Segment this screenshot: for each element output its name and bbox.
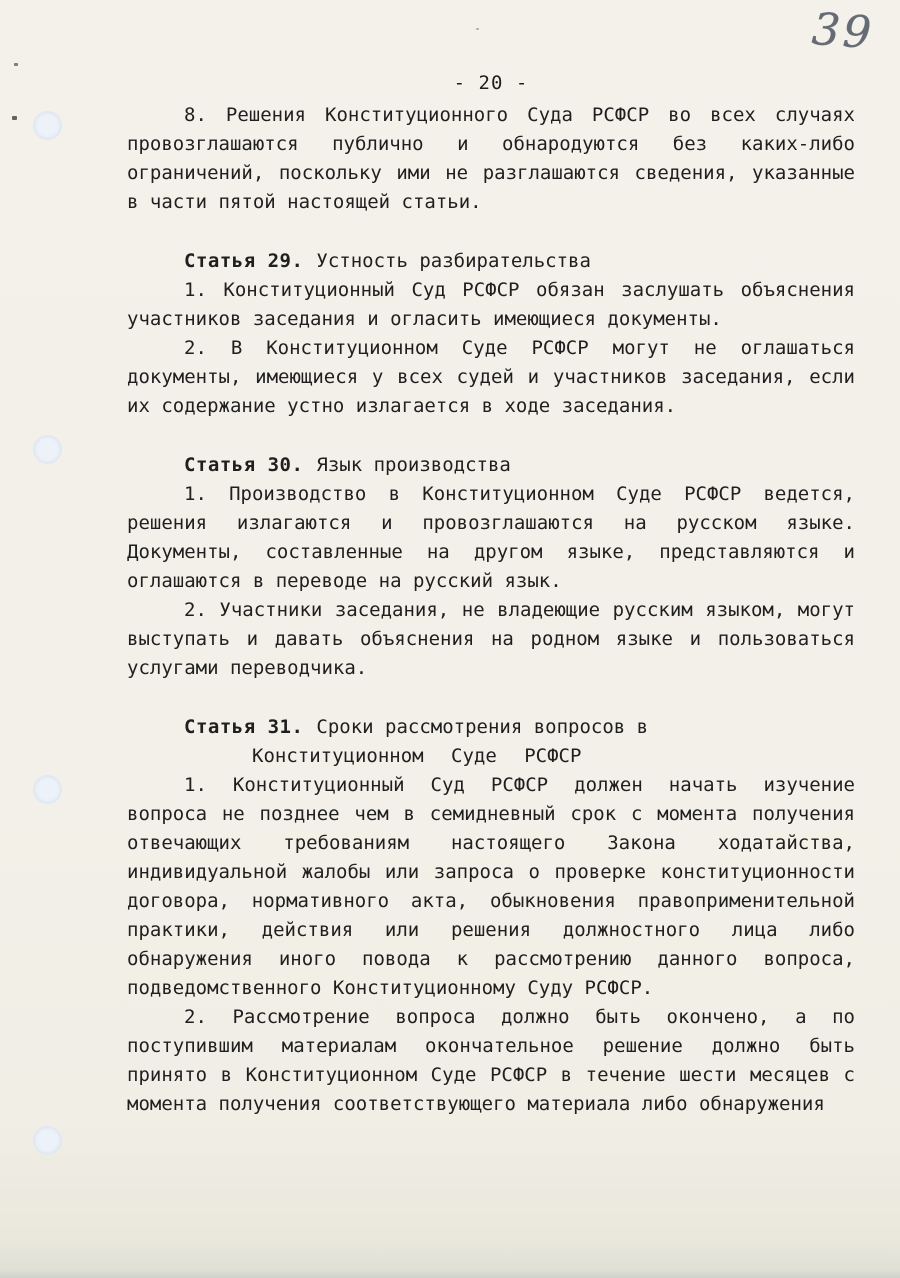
punch-hole xyxy=(33,1126,62,1155)
article-29-paragraph-2: 2. В Конституционном Суде РСФСР могут не оглашаться документы, имеющиеся у всех судей и участников заседания, если их содержание устно излагается в ходе заседания. xyxy=(127,337,855,417)
punch-hole xyxy=(33,111,62,140)
page-number: - 20 - xyxy=(453,72,529,94)
article-31-title-line2: Конституционном Суде РСФСР xyxy=(252,745,582,767)
article-29-label: Статья 29. xyxy=(184,250,304,272)
scan-speck xyxy=(12,116,17,120)
article-31-heading xyxy=(127,713,855,742)
article-29-paragraph-1: 1. Конституционный Суд РСФСР обязан заслушать объяснения участников заседания и огласить имеющиеся документы. xyxy=(127,279,855,330)
article-31-paragraph-1: 1. Конституционный Суд РСФСР должен начать изучение вопроса не позднее чем в семидневный срок с момента получения отвечающих требованиям настоящего Закона ходатайства, индивидуальной жалобы или запроса о проверке конституционности договора, нормативного акта, обыкновения правоприменительной практики, действия или решения должностного лица либо обнаружения иного повода к рассмотрению данного вопроса, подведомственного Конституционному Суду РСФСР. xyxy=(127,774,855,999)
article-30-paragraph-1: 1. Производство в Конституционном Суде РСФСР ведется, решения излагаются и провозглашаются на русском языке. Документы, составленные на другом языке, представляются и оглашаются в переводе на русский язык. xyxy=(127,483,855,592)
scan-speck xyxy=(14,63,18,66)
article-30-heading xyxy=(127,451,855,480)
article-30-label: Статья 30. xyxy=(184,454,304,476)
intro-paragraph: 8. Решения Конституционного Суда РСФСР во всех случаях провозглашаются публично и обнародуются без каких-либо ограничений, поскольку ими не разглашаются сведения, указанные в части пятой настоящей статьи. xyxy=(127,104,855,213)
article-31-title-line1: Сроки рассмотрения вопросов в xyxy=(316,716,649,738)
article-30-title: Язык производства xyxy=(316,454,511,476)
typed-text-column xyxy=(127,0,855,1119)
article-31-label: Статья 31. xyxy=(184,716,304,738)
punch-hole xyxy=(33,435,62,464)
handwritten-folio-number: 39 xyxy=(810,3,876,60)
article-29-heading xyxy=(127,247,855,276)
article-31-paragraph-2: 2. Рассмотрение вопроса должно быть окончено, а по поступившим материалам окончательное решение должно быть принято в Конституционном Суде РСФСР в течение шести месяцев с момента получения соответствующего материала либо обнаружения xyxy=(127,1006,855,1115)
article-29-title: Устность разбирательства xyxy=(316,250,591,272)
punch-hole xyxy=(33,775,62,804)
article-30-paragraph-2: 2. Участники заседания, не владеющие русским языком, могут выступать и давать объяснения на родном языке и пользоваться услугами переводчика. xyxy=(127,599,855,679)
